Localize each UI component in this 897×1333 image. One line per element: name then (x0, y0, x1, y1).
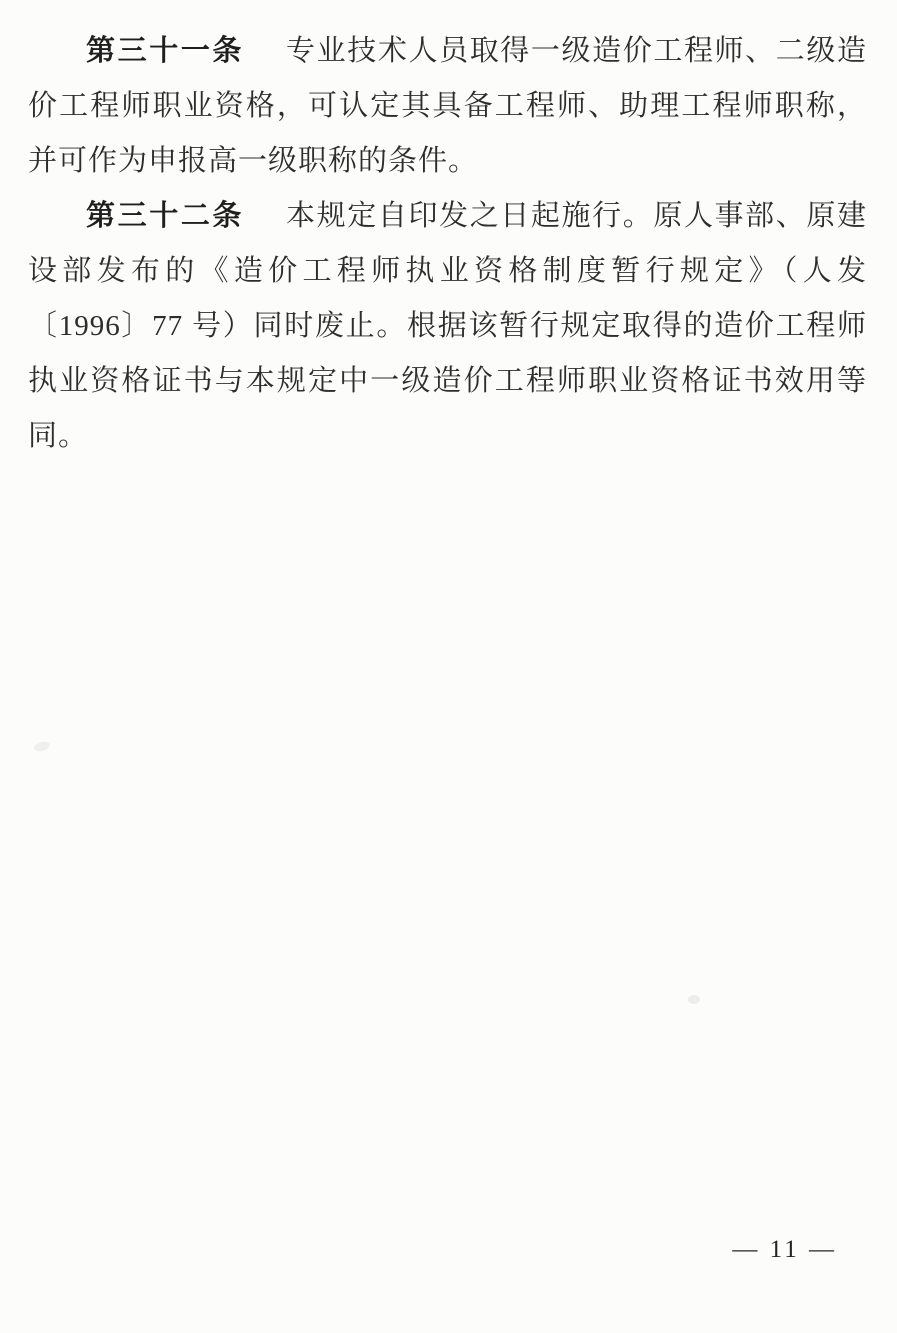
article-31-text: 专业技术人员取得一级造价工程师、二级造价工程师职业资格，可认定其具备工程师、助理工程师职称，并可作为申报高一级职称的条件。 (28, 35, 867, 177)
scan-artifact (688, 995, 700, 1004)
document-body (28, 24, 867, 464)
article-31-number: 第三十一条 (86, 35, 245, 67)
scan-artifact (33, 740, 51, 753)
article-31-paragraph (28, 24, 867, 189)
article-32-text: 本规定自印发之日起施行。原人事部、原建设部发布的《造价工程师执业资格制度暂行规定》（人发〔1996〕77 号）同时废止。根据该暂行规定取得的造价工程师执业资格证书与本规定中一级造价工程师职业资格证书效用等同。 (28, 200, 867, 452)
article-32-paragraph (28, 189, 867, 464)
page-number: — 11 — (732, 1236, 837, 1263)
article-32-number: 第三十二条 (86, 200, 245, 232)
